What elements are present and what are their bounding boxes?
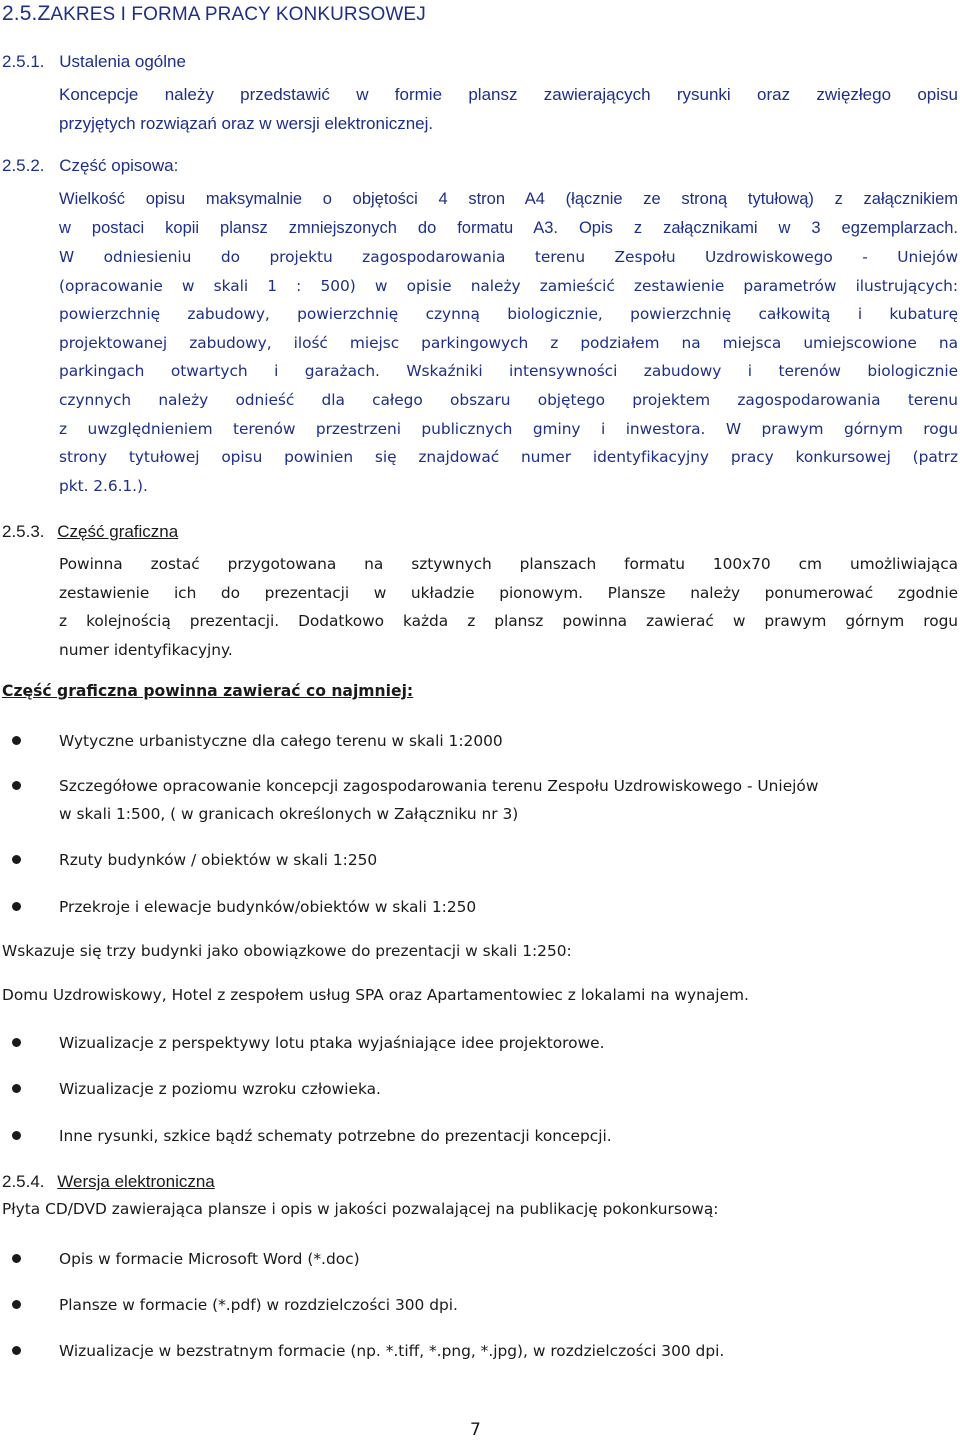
buildings-intro: Wskazuje się trzy budynki jako obowiązkowe do prezentacji w skali 1:250:	[2, 942, 572, 960]
text-line: zestawienie ich do prezentacji w układzie pionowym. Plansze należy ponumerować zgodnie	[59, 583, 958, 602]
subsection-heading-251	[2, 52, 186, 72]
bullet-icon	[12, 1346, 21, 1355]
subsection-title: Wersja elektroniczna	[57, 1172, 215, 1191]
list-item-text: Wizualizacje w bezstratnym formacie (np. *.tiff, *.png, *.jpg), w rozdzielczości 300 dpi.	[59, 1342, 725, 1360]
bullet-icon	[12, 1300, 21, 1309]
subsection-number: 2.5.1.	[2, 52, 45, 71]
bullet-icon	[12, 1038, 21, 1047]
bullet-icon	[12, 781, 21, 790]
bullet-icon	[12, 855, 21, 864]
text-line: pkt. 2.6.1.).	[59, 476, 148, 495]
bullet-icon	[12, 1254, 21, 1263]
subsection-number: 2.5.3.	[2, 522, 45, 541]
text-line: W odniesieniu do projektu zagospodarowania terenu Zespołu Uzdrowiskowego - Uniejów	[59, 248, 958, 266]
bullet-icon	[12, 1131, 21, 1140]
page-number: 7	[470, 1420, 481, 1440]
text-line: numer identyfikacyjny.	[59, 640, 233, 659]
list-item-text: Szczegółowe opracowanie koncepcji zagospodarowania terenu Zespołu Uzdrowiskowego - Uniejów	[59, 777, 819, 795]
text-line: z uwzględnieniem terenów przestrzeni publicznych gminy i inwestora. W prawym górnym rogu	[59, 419, 958, 438]
paragraph-252-body	[59, 243, 958, 500]
subsection-number: 2.5.2.	[2, 156, 45, 175]
text-line: z kolejnością prezentacji. Dodatkowo każda z plansz powinna zawierać w prawym górnym rogu	[59, 612, 958, 631]
list-item-text: w skali 1:500, ( w granicach określonych w Załączniku nr 3)	[59, 805, 519, 823]
buildings-list: Domu Uzdrowiskowy, Hotel z zespołem usług SPA oraz Apartamentowiec z lokalami na wynajem.	[2, 986, 749, 1004]
text-line: Koncepcje należy przedstawić w formie plansz zawierających rysunki oraz zwięzłego opisu	[59, 85, 958, 104]
text-line: powierzchnię zabudowy, powierzchnię czynną biologicznie, powierzchnię całkowitą i kubaturę	[59, 305, 958, 324]
paragraph-252-intro	[59, 185, 958, 242]
list-item-text: Opis w formacie Microsoft Word (*.doc)	[59, 1250, 360, 1268]
list-item-text: Wytyczne urbanistyczne dla całego terenu w skali 1:2000	[59, 732, 503, 750]
text-line: przyjętych rozwiązań oraz w wersji elektronicznej.	[59, 113, 434, 133]
subsection-title: Część opisowa:	[59, 156, 179, 175]
section-heading	[2, 2, 426, 26]
list-item-text: Wizualizacje z perspektywy lotu ptaka wyjaśniające idee projektorowe.	[59, 1034, 605, 1052]
section-number: 2.5.	[2, 2, 38, 25]
paragraph-251	[59, 81, 958, 138]
electronic-intro: Płyta CD/DVD zawierająca plansze i opis w jakości pozwalającej na publikację pokonkursową:	[2, 1200, 719, 1218]
list-item-text: Rzuty budynków / obiektów w skali 1:250	[59, 851, 378, 869]
subsection-number: 2.5.4.	[2, 1172, 45, 1191]
bullet-icon	[12, 1084, 21, 1093]
text-line: projektowanej zabudowy, ilość miejsc parkingowych z podziałem na miejsca umiejscowione na	[59, 333, 958, 352]
subsection-heading-253	[2, 522, 178, 542]
list-item-text: Inne rysunki, szkice bądź schematy potrzebne do prezentacji koncepcji.	[59, 1127, 612, 1145]
text-line: parkingach otwartych i garażach. Wskaźniki intensywności zabudowy i terenów biologicznie	[59, 362, 958, 381]
section-title-initial: Z	[37, 2, 51, 25]
text-line: w postaci kopii plansz zmniejszonych do formatu A3. Opis z załącznikami w 3 egzemplarzach.	[59, 218, 958, 237]
text-line: czynnych należy odnieść dla całego obszaru objętego projektem zagospodarowania terenu	[59, 390, 958, 409]
bullet-icon	[12, 902, 21, 911]
bullet-icon	[12, 736, 21, 745]
graphic-requirements-heading: Część graficzna powinna zawierać co najmniej:	[2, 682, 414, 700]
list-item-text: Wizualizacje z poziomu wzroku człowieka.	[59, 1080, 381, 1098]
text-line: (opracowanie w skali 1 : 500) w opisie należy zamieścić zestawienie parametrów ilustrujących:	[59, 276, 958, 295]
text-line: strony tytułowej opisu powinien się znajdować numer identyfikacyjny pracy konkursowej (patrz	[59, 448, 958, 467]
subsection-title: Część graficzna	[57, 522, 179, 541]
text-line: Powinna zostać przygotowana na sztywnych planszach formatu 100x70 cm umożliwiająca	[59, 555, 958, 573]
subsection-title: Ustalenia ogólne	[59, 52, 186, 71]
section-title-rest: AKRES I FORMA PRACY KONKURSOWEJ	[50, 4, 426, 25]
subsection-heading-254	[2, 1172, 215, 1192]
paragraph-253	[59, 550, 958, 664]
list-item-text: Przekroje i elewacje budynków/obiektów w skali 1:250	[59, 898, 477, 916]
list-item-text: Plansze w formacie (*.pdf) w rozdzielczości 300 dpi.	[59, 1296, 458, 1314]
text-line: Wielkość opisu maksymalnie o objętości 4 stron A4 (łącznie ze stroną tytułową) z załącznikiem	[59, 190, 958, 208]
subsection-heading-252	[2, 156, 178, 176]
